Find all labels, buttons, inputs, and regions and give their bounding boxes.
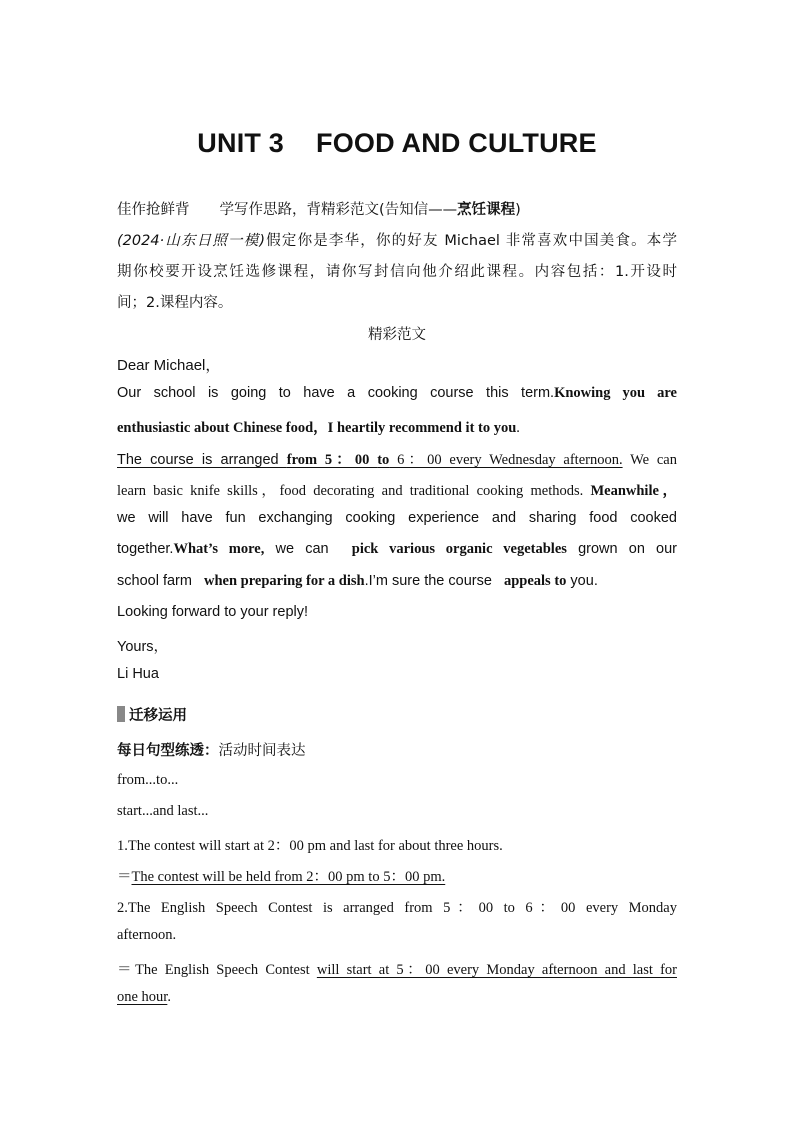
essay-line-6 xyxy=(117,541,677,558)
essay-bold-phrase: What’s more, xyxy=(173,541,265,557)
essay-line-3 xyxy=(117,448,677,469)
question-2-line-2: afternoon. xyxy=(117,927,177,943)
intro-line xyxy=(117,198,677,219)
essay-text: . xyxy=(516,420,520,436)
intro-label: 佳作抢鲜背 xyxy=(117,202,190,218)
essay-greeting: Dear Michael， xyxy=(117,357,221,374)
essay-text: school farm xyxy=(117,573,196,589)
essay-line-7 xyxy=(117,573,677,590)
section-marker-icon xyxy=(117,706,125,722)
essay-text: learn basic knife skills，food decorating and traditional cooking methods. xyxy=(117,483,584,499)
answer-prefix: ＝The English Speech Contest xyxy=(117,962,317,978)
intro-guide-bold: 烹饪课程 xyxy=(457,202,516,218)
essay-bold-phrase: Knowing you are xyxy=(554,385,677,401)
prompt-line-3: 间；2.课程内容。 xyxy=(117,295,233,311)
drill-label: 每日句型练透： xyxy=(117,743,219,759)
question-1: 1.The contest will start at 2：00 pm and last for about three hours. xyxy=(117,838,503,854)
answer-prefix: ＝ xyxy=(117,869,132,885)
answer-underlined: The contest will be held from 2：00 pm to 5：00 pm. xyxy=(131,869,446,885)
essay-underlined: 6：00 every Wednesday afternoon. xyxy=(389,452,623,468)
intro-guide: 学写作思路，背精彩范文(告知信—— xyxy=(219,202,458,218)
prompt-line1-text: 假定你是李华，你的好友 Michael 非常喜欢中国美食。本学 xyxy=(265,233,677,249)
answer-underlined: one hour xyxy=(117,989,168,1005)
essay-yours: Yours， xyxy=(117,639,169,655)
pattern-1: from...to... xyxy=(117,772,179,788)
essay-text: .I’m sure the course xyxy=(364,573,496,589)
prompt-source: (2024·山东日照一模) xyxy=(117,233,266,249)
title-unit: UNIT 3 xyxy=(197,128,285,158)
essay-bold-phrase: when preparing for a dish xyxy=(203,573,365,589)
essay-line-1 xyxy=(117,385,677,402)
prompt-line-1 xyxy=(117,229,677,250)
answer-end: . xyxy=(167,989,171,1005)
essay-signature: Li Hua xyxy=(117,666,159,682)
essay-line-5: we will have fun exchanging cooking experience and sharing food cooked xyxy=(117,510,677,526)
answer-2-line-1 xyxy=(117,958,677,979)
section-heading xyxy=(117,704,677,725)
answer-underlined: will start at 5：00 every Monday afternoon and last for xyxy=(316,962,677,978)
essay-bold-phrase: to xyxy=(377,452,390,468)
essay-text: grown on our xyxy=(566,541,678,557)
essay-text: We can xyxy=(622,452,677,468)
essay-text: together. xyxy=(117,541,174,557)
question-2-line-1: 2.The English Speech Contest is arranged from 5：00 to 6：00 every Monday xyxy=(117,900,677,916)
essay-underlined: The course is arranged xyxy=(117,452,287,468)
essay-bold-phrase: pick various organic vegetables xyxy=(351,541,567,557)
essay-text: you. xyxy=(566,573,598,589)
pattern-2: start...and last... xyxy=(117,803,209,819)
essay-bold-phrase: enthusiastic about Chinese food，I heartily recommend it to you xyxy=(117,420,517,436)
essay-line-4 xyxy=(117,479,677,500)
essay-text: Our school is going to have a cooking course this term. xyxy=(117,385,555,401)
drill-topic: 活动时间表达 xyxy=(218,743,306,759)
essay-closing: Looking forward to your reply! xyxy=(117,604,309,620)
section-title: 迁移运用 xyxy=(129,708,187,724)
drill-heading xyxy=(117,739,677,760)
prompt-line-2: 期你校要开设烹饪选修课程，请你写封信向他介绍此课程。内容包括：1.开设时 xyxy=(117,264,677,280)
answer-1 xyxy=(117,865,677,886)
intro-guide-end: ) xyxy=(515,202,521,218)
essay-text: we can xyxy=(264,541,340,557)
essay-line-2 xyxy=(117,416,677,437)
essay-bold-phrase: appeals to xyxy=(503,573,567,589)
title-topic: FOOD AND CULTURE xyxy=(316,128,597,158)
essay-bold-phrase: Meanwhile， xyxy=(583,483,677,499)
page-title xyxy=(0,128,794,159)
answer-2-line-2 xyxy=(117,989,677,1006)
essay-heading: 精彩范文 xyxy=(368,327,426,343)
essay-bold-phrase: from 5：00 xyxy=(286,452,378,468)
